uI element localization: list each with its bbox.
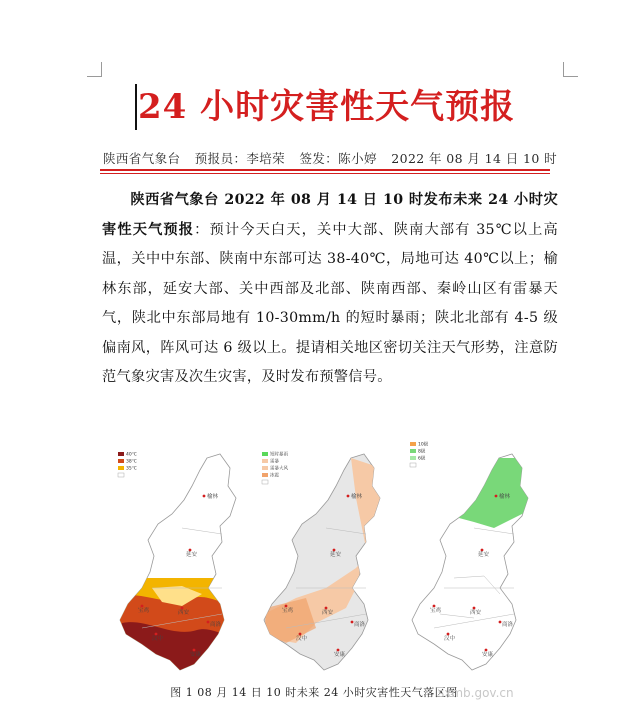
- city-label: 榆林: [351, 494, 363, 500]
- city-label: 延安: [478, 552, 490, 558]
- city-label: 汉中: [444, 636, 456, 642]
- city-label: 商洛: [502, 622, 514, 628]
- city-label: 延安: [330, 552, 342, 558]
- header-rule-thin: [100, 173, 550, 174]
- city-label: 西安: [178, 610, 190, 616]
- forecast-text: ：预计今天白天，关中大部、陕南大部有 35℃以上高温，关中中东部、陕南中东部可达 38-40℃，局地可达 40℃以上；榆林东部，延安大部、关中西部及北部、陕南西部、秦岭山区有雷暴天气，陕北中东部局地有 10-30mm/h 的短时暴雨；陕北北部有 4-5 级偏南风，阵风可达 6 级以上。提请相关地区密切关注天气形势，注意防范气象灾害及次生灾害，及时发布预警信号。: [102, 221, 558, 385]
- header-rule: [100, 169, 550, 171]
- legend-label-2: 6级: [418, 456, 426, 462]
- legend-label-2: 35℃: [126, 466, 137, 472]
- page-corner-mark-right: [563, 62, 578, 77]
- city-label: 榆林: [499, 494, 511, 500]
- city-label: 汉中: [152, 636, 164, 642]
- city-label: 商洛: [354, 622, 366, 628]
- city-label: 安康: [334, 652, 346, 658]
- page-corner-mark-left: [87, 62, 102, 77]
- city-label: 宝鸡: [430, 608, 442, 614]
- city-label: 安康: [190, 652, 202, 658]
- legend-label-1: 8级: [418, 449, 426, 455]
- meta-line[interactable]: [103, 149, 567, 167]
- city-label: 汉中: [296, 636, 308, 642]
- city-label: 西安: [470, 610, 482, 616]
- city-label: 宝鸡: [138, 608, 150, 614]
- legend-label-3: 冰雹: [270, 473, 279, 479]
- forecast-paragraph[interactable]: [102, 186, 558, 393]
- legend-label-1: 38℃: [126, 459, 137, 465]
- wind-map: [404, 438, 556, 673]
- forecaster: 预报员：李培荣: [194, 151, 286, 166]
- city-label: 榆林: [207, 494, 219, 500]
- city-label: 安康: [482, 652, 494, 658]
- city-label: 宝鸡: [282, 608, 294, 614]
- text-cursor: [135, 84, 137, 130]
- legend-label-2: 雷暴大风: [270, 466, 288, 472]
- agency-name: 陕西省气象台: [103, 151, 181, 166]
- issue-datetime: 2022 年 08 月 14 日 10 时: [391, 151, 557, 166]
- city-label: 西安: [322, 610, 334, 616]
- legend-label-0: 短时暴雨: [270, 452, 288, 458]
- issuer: 签发：陈小婷: [299, 151, 377, 166]
- figure-caption: 图 1 08 月 14 日 10 时未来 24 小时灾害性天气落区图: [170, 686, 458, 699]
- legend-label-0: 10级: [418, 442, 429, 448]
- city-label: 延安: [186, 552, 198, 558]
- forecast-lead: 陕西省气象台 2022 年 08 月 14 日 10 时发布未来 24 小时灾害性天气预报: [102, 192, 558, 238]
- site-watermark: sxmb.gov.cn: [438, 686, 514, 700]
- temperature-map: [112, 438, 264, 673]
- legend-label-1: 雷暴: [270, 459, 279, 465]
- city-label: 商洛: [210, 622, 222, 628]
- legend-label-0: 40℃: [126, 452, 137, 458]
- thunderstorm-map: [256, 438, 408, 673]
- document-title[interactable]: 24 小时灾害性天气预报: [138, 87, 516, 127]
